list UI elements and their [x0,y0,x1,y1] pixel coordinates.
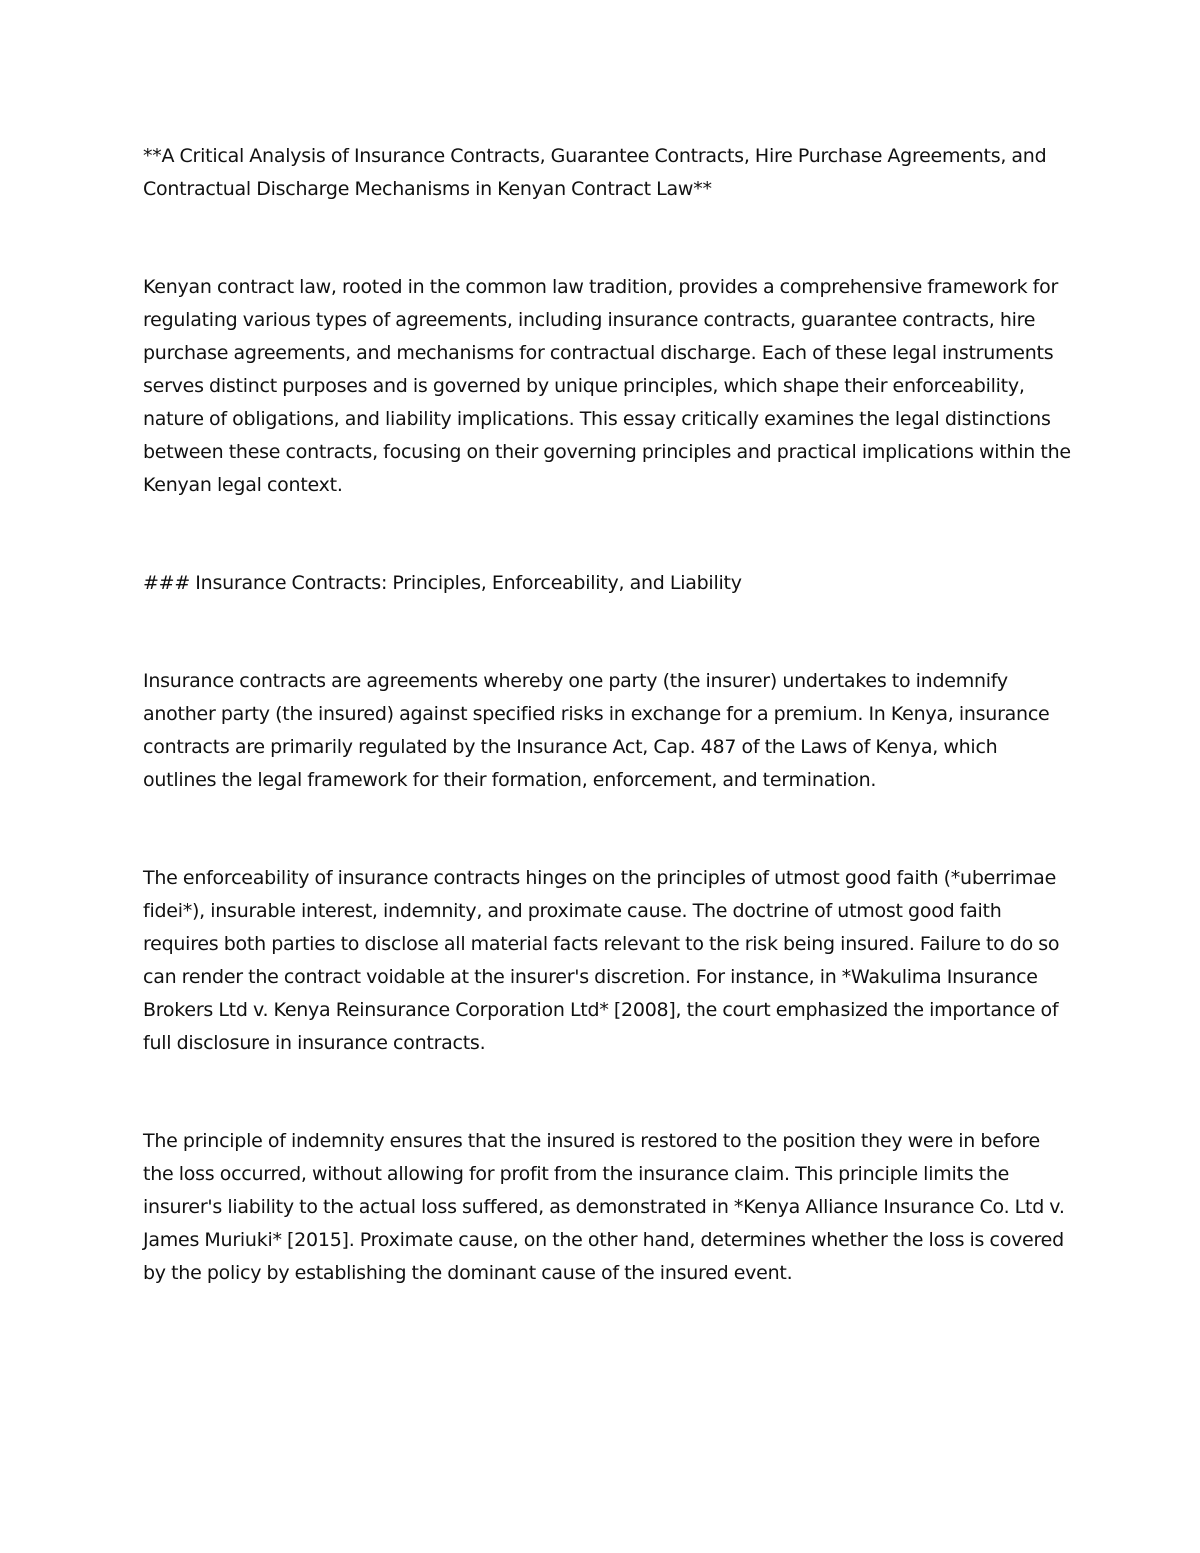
document-body [143,140,1073,1290]
section-heading: ### Insurance Contracts: Principles, Enforceability, and Liability [143,572,742,594]
section-paragraph-1: Insurance contracts are agreements whereby one party (the insurer) undertakes to indemnify another party (the insured) against specified risks in exchange for a premium. In Kenya, insurance contracts are primarily regulated by the Insurance Act, Cap. 487 of the Laws of Kenya, which outlines the legal framework for their formation, enforcement, and termination. [143,670,1050,791]
section-paragraph-2: The enforceability of insurance contracts hinges on the principles of utmost good faith (*uberrimae fidei*), insurable interest, indemnity, and proximate cause. The doctrine of utmost good faith requires both parties to disclose all material facts relevant to the risk being insured. Failure to do so can render the contract voidable at the insurer's discretion. For instance, in *Wakulima Insurance Brokers Ltd v. Kenya Reinsurance Corporation Ltd* [2008], the court emphasized the importance of full disclosure in insurance contracts. [143,867,1060,1054]
document-title: **A Critical Analysis of Insurance Contracts, Guarantee Contracts, Hire Purchase Agreements, and Contractual Discharge Mechanisms in Kenyan Contract Law** [143,145,1047,200]
section-paragraph-3: The principle of indemnity ensures that the insured is restored to the position they were in before the loss occurred, without allowing for profit from the insurance claim. This principle limits the insurer's liability to the actual loss suffered, as demonstrated in *Kenya Alliance Insurance Co. Ltd v. James Muriuki* [2015]. Proximate cause, on the other hand, determines whether the loss is covered by the policy by establishing the dominant cause of the insured event. [143,1130,1065,1284]
intro-paragraph: Kenyan contract law, rooted in the common law tradition, provides a comprehensive framework for regulating various types of agreements, including insurance contracts, guarantee contracts, hire purchase agreements, and mechanisms for contractual discharge. Each of these legal instruments serves distinct purposes and is governed by unique principles, which shape their enforceability, nature of obligations, and liability implications. This essay critically examines the legal distinctions between these contracts, focusing on their governing principles and practical implications within the Kenyan legal context. [143,276,1071,496]
